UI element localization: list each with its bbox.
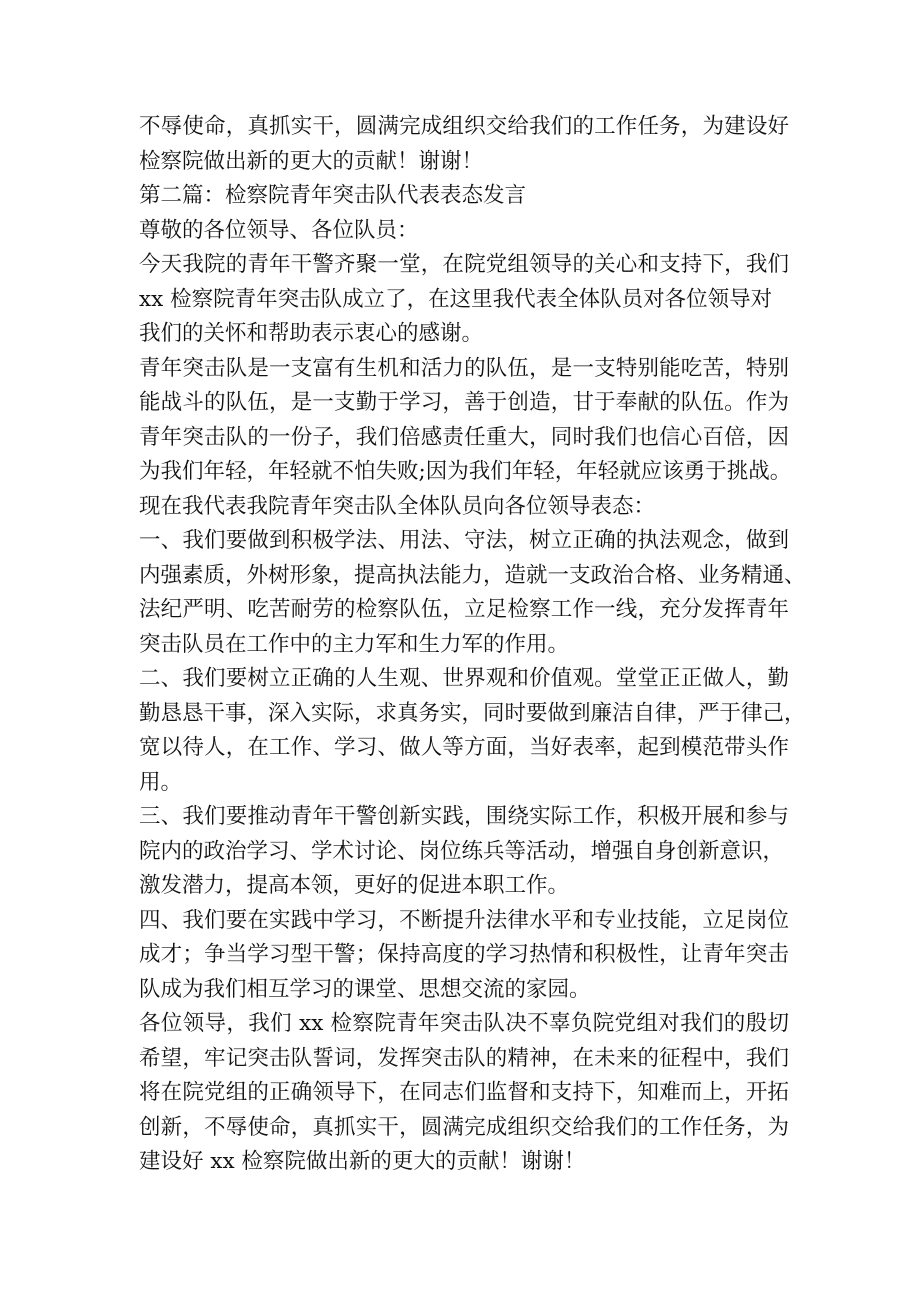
paragraph-point-4 <box>139 904 789 1008</box>
text-line: 勤恳恳干事，深入实际，求真务实，同时要做到廉洁自律，严于律己， <box>139 700 806 726</box>
text-line: 不辱使命，真抓实干，圆满完成组织交给我们的工作任务，为建设好 <box>139 114 789 139</box>
document-body <box>139 110 806 1180</box>
text-line: 各位领导，我们 xx 检察院青年突击队决不辜负院党组对我们的殷切 <box>139 1011 789 1036</box>
text-line: 尊敬的各位领导、各位队员： <box>139 217 419 243</box>
text-line: 内强素质，外树形象，提高执法能力，造就一支政治合格、业务精通、 <box>139 562 806 588</box>
text-line: 现在我代表我院青年突击队全体队员向各位领导表态： <box>139 493 656 519</box>
paragraph-point-3 <box>139 800 789 904</box>
text-line: 三、我们要推动青年干警创新实践，围绕实际工作，积极开展和参与 <box>139 804 789 829</box>
text-line: 今天我院的青年干警齐聚一堂，在院党组领导的关心和支持下，我们 <box>139 252 789 277</box>
text-line: 成才；争当学习型干警；保持高度的学习热情和积极性，让青年突击 <box>139 942 789 967</box>
text-line: 青年突击队的一份子，我们倍感责任重大，同时我们也信心百倍，因 <box>139 424 789 450</box>
text-line: 创新，不辱使命，真抓实干，圆满完成组织交给我们的工作任务，为 <box>139 1114 789 1140</box>
text-line: 院内的政治学习、学术讨论、岗位练兵等活动，增强自身创新意识， <box>139 838 785 864</box>
text-line: 第二篇：检察院青年突击队代表表态发言 <box>139 183 527 208</box>
text-line: 青年突击队是一支富有生机和活力的队伍，是一支特别能吃苦，特别 <box>139 355 789 381</box>
text-line: 宽以待人，在工作、学习、做人等方面，当好表率，起到模范带头作 <box>139 735 789 760</box>
text-line: 检察院做出新的更大的贡献！谢谢！ <box>139 148 484 174</box>
paragraph-intro-closing <box>139 110 789 179</box>
text-line: 二、我们要树立正确的人生观、世界观和价值观。堂堂正正做人，勤 <box>139 666 789 691</box>
text-line: 四、我们要在实践中学习，不断提升法律水平和专业技能，立足岗位 <box>139 907 789 933</box>
text-line: 法纪严明、吃苦耐劳的检察队伍，立足检察工作一线，充分发挥青年 <box>139 597 789 622</box>
paragraph-opening <box>139 248 789 352</box>
salutation <box>139 214 789 249</box>
text-line: 为我们年轻，年轻就不怕失败;因为我们年轻，年轻就应该勇于挑战。 <box>139 459 792 484</box>
text-line: xx 检察院青年突击队成立了，在这里我代表全体队员对各位领导对 <box>139 286 773 312</box>
paragraph-pledge-intro <box>139 490 789 525</box>
paragraph-point-2 <box>139 662 806 800</box>
text-line: 我们的关怀和帮助表示衷心的感谢。 <box>139 321 484 346</box>
text-line: 希望，牢记突击队誓词，发挥突击队的精神，在未来的征程中，我们 <box>139 1045 789 1071</box>
text-line: 激发潜力，提高本领，更好的促进本职工作。 <box>139 873 570 898</box>
paragraph-point-1 <box>139 524 806 662</box>
text-line: 用。 <box>139 769 183 795</box>
text-line: 队成为我们相互学习的课堂、思想交流的家园。 <box>139 976 591 1002</box>
text-line: 能战斗的队伍，是一支勤于学习，善于创造，甘于奉献的队伍。作为 <box>139 390 789 415</box>
text-line: 突击队员在工作中的主力军和生力军的作用。 <box>139 631 570 657</box>
paragraph-closing <box>139 1007 789 1180</box>
section-title <box>139 179 789 214</box>
text-line: 一、我们要做到积极学法、用法、守法，树立正确的执法观念，做到 <box>139 528 789 553</box>
text-line: 将在院党组的正确领导下，在同志们监督和支持下，知难而上，开拓 <box>139 1080 789 1105</box>
text-line: 建设好 xx 检察院做出新的更大的贡献！谢谢！ <box>139 1149 586 1174</box>
paragraph-team-description <box>139 352 792 490</box>
